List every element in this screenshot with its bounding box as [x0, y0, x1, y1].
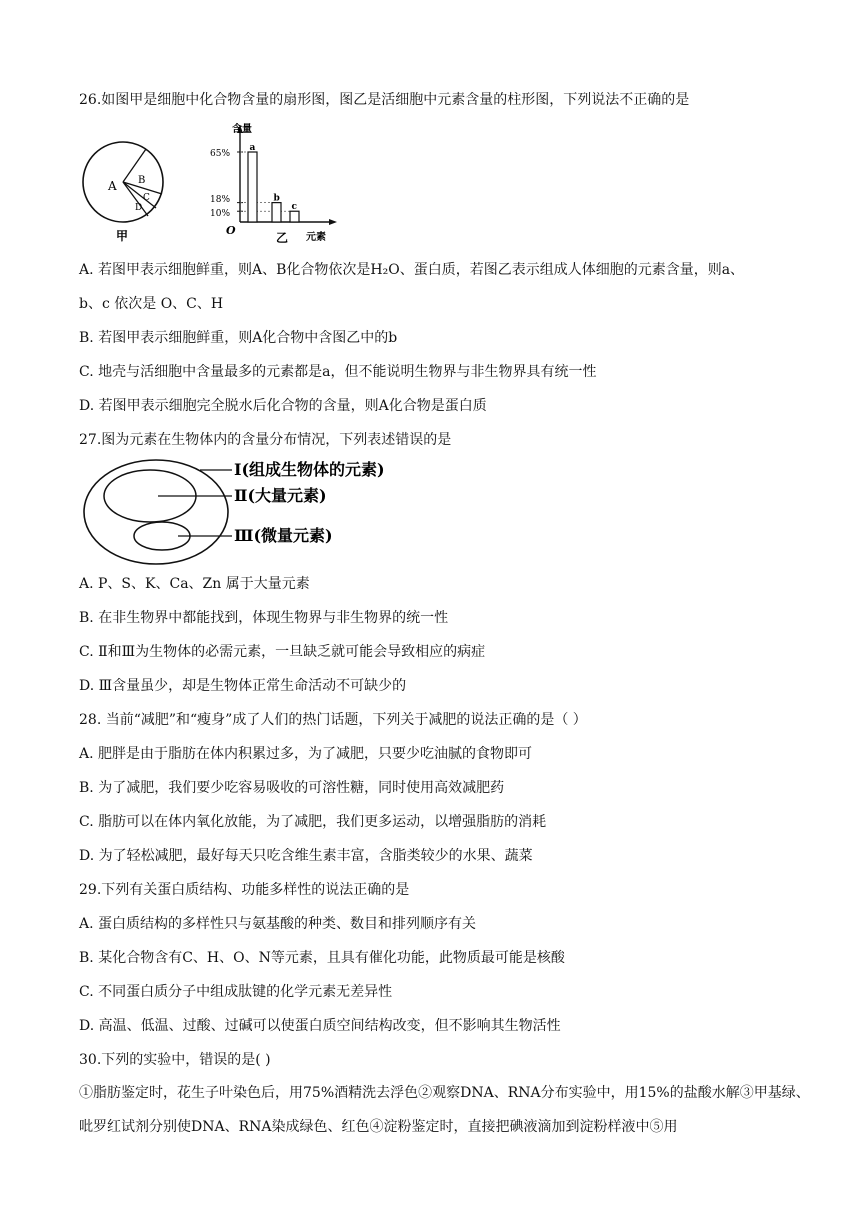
q30-stem: 30.下列的实验中，错误的是( ) — [79, 1052, 271, 1068]
bar-c — [290, 211, 299, 222]
x-axis-label: 元素 — [306, 232, 326, 243]
y-tick-label: 65% — [210, 149, 231, 159]
q27-option-d: D. Ⅲ含量虽少，却是生物体正常生命活动不可缺少的 — [79, 678, 407, 694]
origin-label: O — [226, 224, 236, 237]
outer-ellipse — [84, 460, 228, 564]
q30-body: ①脂肪鉴定时，花生子叶染色后，用75%酒精洗去浮色②观察DNA、RNA分布实验中，用15%的盐酸水解③甲基绿、吡罗红试剂分别使DNA、RNA染成绿色、红色④淀粉鉴定时，直接把碘液滴加到淀粉样液中⑤用 — [79, 1085, 810, 1135]
bar-label-c: c — [291, 202, 297, 213]
x-axis-arrow — [329, 219, 337, 225]
q29-option-a: A. 蛋白质结构的多样性只与氨基酸的种类、数目和排列顺序有关 — [79, 916, 477, 932]
bar-a — [248, 152, 257, 222]
q26-option-a-line1: A. 若图甲表示细胞鲜重，则A、B化合物依次是H₂O、蛋白质，若图乙表示组成人体细胞的元素含量，则a、 — [79, 262, 745, 278]
q29-option-d: D. 高温、低温、过酸、过碱可以使蛋白质空间结构改变，但不影响其生物活性 — [79, 1018, 561, 1034]
venn-label-2: Ⅱ(大量元素) — [234, 486, 327, 505]
q26-option-c: C. 地壳与活细胞中含量最多的元素都是a，但不能说明生物界与非生物界具有统一性 — [79, 364, 597, 380]
pie-label-b: B — [138, 175, 146, 186]
bar-label-a: a — [249, 143, 256, 153]
bar-label-b: b — [273, 193, 280, 204]
q27-option-a: A. P、S、K、Ca、Zn 属于大量元素 — [79, 576, 310, 592]
pie-caption: 甲 — [116, 229, 129, 243]
q28-option-b: B. 为了减肥，我们要少吃容易吸收的可溶性糖，同时使用高效减肥药 — [79, 780, 505, 796]
q26-option-d: D. 若图甲表示细胞完全脱水后化合物的含量，则A化合物是蛋白质 — [79, 398, 487, 414]
q26-stem: 26.如图甲是细胞中化合物含量的扇形图，图乙是活细胞中元素含量的柱形图，下列说法不正确的是 — [79, 92, 690, 108]
y-tick-label: 10% — [210, 209, 231, 219]
q29-option-c: C. 不同蛋白质分子中组成肽键的化学元素无差异性 — [79, 984, 393, 1000]
q29-stem: 29.下列有关蛋白质结构、功能多样性的说法正确的是 — [79, 882, 410, 898]
venn-label-3: Ⅲ(微量元素) — [234, 526, 333, 545]
q28-option-a: A. 肥胖是由于脂肪在体内积累过多，为了减肥，只要少吃油腻的食物即可 — [79, 746, 533, 762]
q27-option-b: B. 在非生物界中都能找到，体现生物界与非生物界的统一性 — [79, 610, 449, 626]
element-venn-figure — [80, 456, 400, 568]
q28-stem: 28. 当前“减肥”和“瘦身”成了人们的热门话题，下列关于减肥的说法正确的是（ ） — [79, 712, 587, 728]
bar-figure-yi — [200, 118, 350, 246]
q29-option-b: B. 某化合物含有C、H、O、N等元素，且具有催化功能，此物质最可能是核酸 — [79, 950, 565, 966]
y-tick-label: 18% — [210, 195, 231, 205]
q28-option-c: C. 脂肪可以在体内氧化放能，为了减肥，我们更多运动，以增强脂肪的消耗 — [79, 814, 547, 830]
q26-option-a-line2: b、c 依次是 O、C、H — [79, 296, 224, 312]
q28-option-d: D. 为了轻松减肥，最好每天只吃含维生素丰富，含脂类较少的水果、蔬菜 — [79, 848, 533, 864]
pie-label-d: D — [135, 203, 143, 213]
pie-label-a: A — [108, 179, 117, 193]
venn-label-1: Ⅰ(组成生物体的元素) — [234, 460, 385, 479]
bar-caption: 乙 — [276, 231, 289, 245]
q26-option-b: B. 若图甲表示细胞鲜重，则A化合物中含图乙中的b — [79, 330, 398, 346]
pie-figure-jia — [80, 118, 170, 246]
y-axis-label: 含量 — [232, 124, 252, 135]
q27-stem: 27.图为元素在生物体内的含量分布情况，下列表述错误的是 — [79, 432, 452, 448]
q27-option-c: C. Ⅱ和Ⅲ为生物体的必需元素，一旦缺乏就可能会导致相应的病症 — [79, 644, 486, 660]
pie-label-c: C — [143, 193, 150, 203]
bar-b — [272, 203, 281, 222]
